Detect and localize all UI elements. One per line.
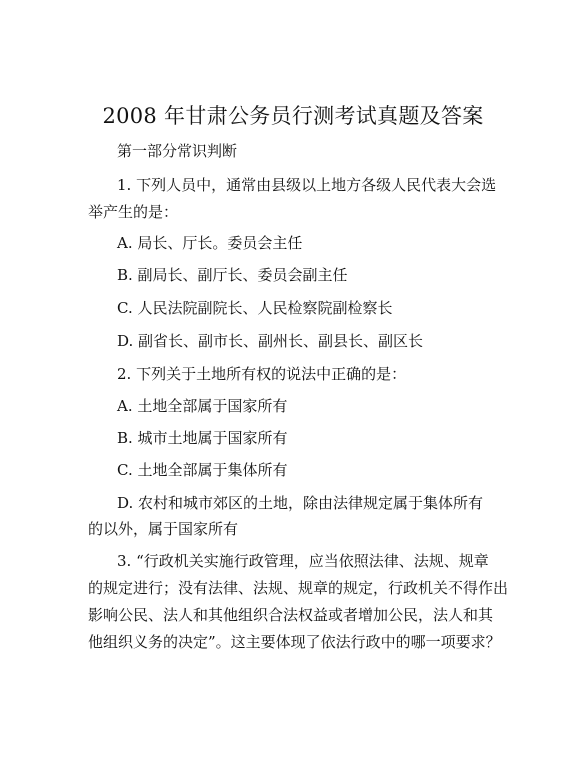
question-2-option-d-line-2: 的以外，属于国家所有 [88, 520, 239, 538]
question-1-option-c: C. 人民法院副院长、人民检察院副检察长 [117, 299, 393, 317]
document-title: 2008 年甘肃公务员行测考试真题及答案 [102, 104, 484, 128]
question-1-stem-line-2: 举产生的是： [88, 203, 179, 221]
question-2-stem: 2. 下列关于土地所有权的说法中正确的是： [117, 365, 407, 383]
question-2-option-b: B. 城市土地属于国家所有 [117, 429, 288, 447]
question-1-option-b: B. 副局长、副厅长、委员会副主任 [117, 266, 348, 284]
section-heading: 第一部分常识判断 [117, 142, 238, 160]
question-2-option-a: A. 土地全部属于国家所有 [117, 397, 288, 415]
question-3-stem-line-1: 3. “行政机关实施行政管理，应当依照法律、法规、规章 [117, 552, 489, 570]
question-1-stem-line-1: 1. 下列人员中，通常由县级以上地方各级人民代表大会选 [117, 176, 497, 194]
question-2-option-c: C. 土地全部属于集体所有 [117, 461, 288, 479]
question-3-stem-line-3: 影响公民、法人和其他组织合法权益或者增加公民，法人和其 [88, 606, 494, 624]
question-3-stem-line-4: 他组织义务的决定”。这主要体现了依法行政中的哪一项要求？ [88, 633, 501, 651]
question-3-stem-line-2: 的规定进行；没有法律、法规、规章的规定，行政机关不得作出 [88, 579, 509, 597]
question-1-option-a: A. 局长、厅长。委员会主任 [117, 234, 303, 252]
question-2-option-d-line-1: D. 农村和城市郊区的土地，除由法律规定属于集体所有 [117, 494, 484, 512]
question-1-option-d: D. 副省长、副市长、副州长、副县长、副区长 [117, 332, 424, 350]
